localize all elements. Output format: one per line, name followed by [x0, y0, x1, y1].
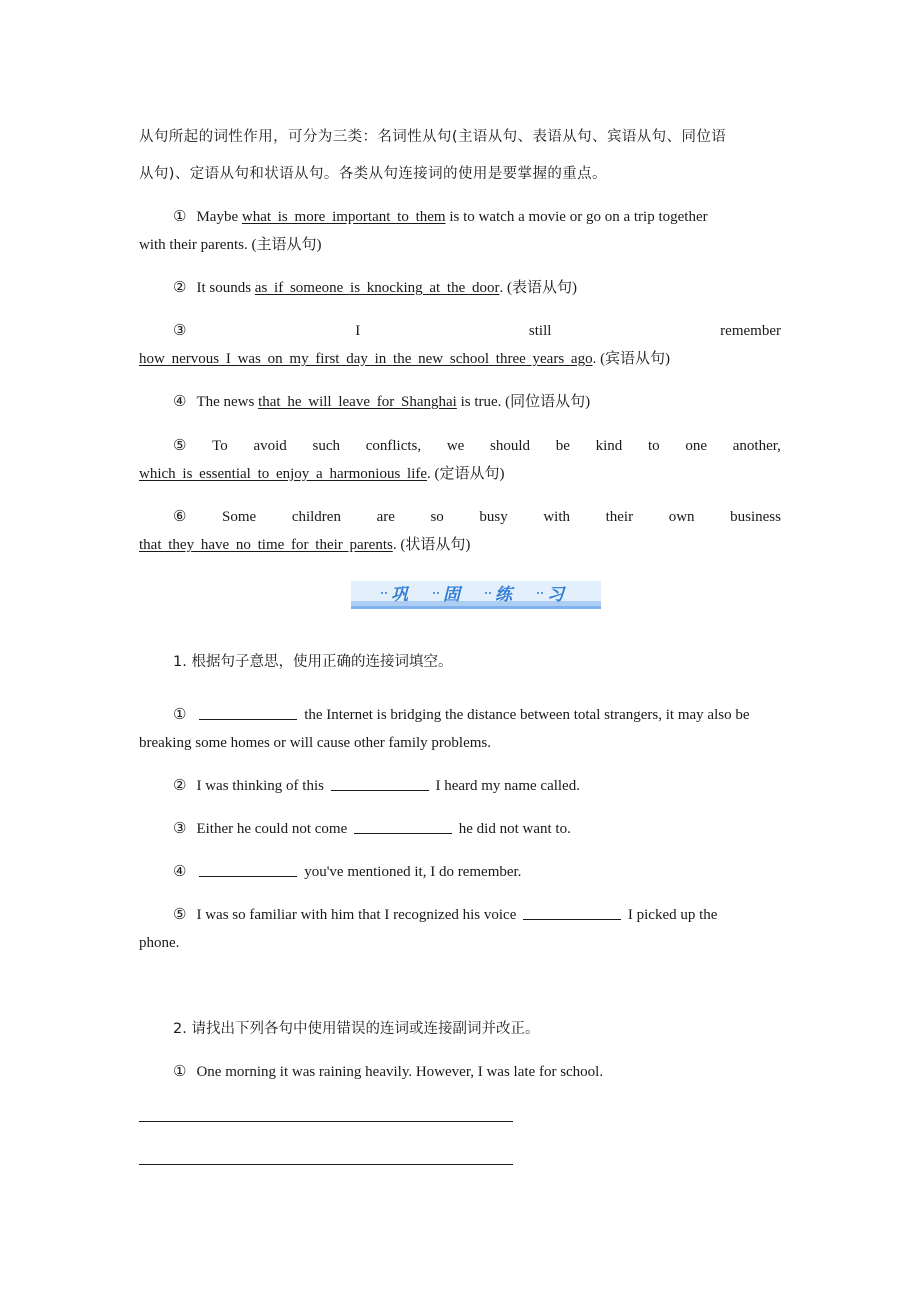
example-4: ④ The news that he will leave for Shanghai is true. (同位语从句): [173, 394, 591, 410]
answer-blank[interactable]: [331, 776, 429, 791]
example-2: ② It sounds as if someone is knocking at the door. (表语从句): [173, 280, 578, 296]
example-3-cont: how nervous I was on my first day in the new school three years ago. (宾语从句): [139, 351, 671, 367]
example-1-cont: with their parents. (主语从句): [139, 237, 322, 253]
exercise-1-5-cont: phone.: [139, 935, 180, 951]
answer-line[interactable]: [139, 1121, 513, 1122]
example-number: ②: [173, 778, 187, 794]
example-6: ⑥ Some children are so busy with their own business: [173, 509, 781, 525]
underlined-clause: what is more important to them: [241, 209, 446, 225]
example-number: ③: [173, 821, 187, 837]
underlined-clause: which is essential to enjoy a harmonious life: [139, 466, 428, 482]
banner-char: 巩: [391, 585, 408, 605]
example-5-cont: which is essential to enjoy a harmonious life. (定语从句): [139, 466, 505, 482]
exercise-1-1: ① the Internet is bridging the distance between total strangers, it may also be: [173, 707, 750, 723]
banner-char: 练: [495, 585, 512, 605]
exercise-1-1-cont: breaking some homes or will cause other family problems.: [139, 735, 491, 751]
answer-blank[interactable]: [523, 905, 621, 920]
section-banner: [351, 579, 601, 611]
answer-blank[interactable]: [199, 862, 297, 877]
answer-blank[interactable]: [199, 705, 297, 720]
underlined-clause: that they have no time for their parents: [139, 537, 393, 553]
example-number: ①: [173, 1064, 187, 1080]
banner-char: 习: [547, 585, 564, 605]
example-number: ①: [173, 209, 187, 225]
underlined-clause: how nervous I was on my first day in the new school three years ago: [139, 351, 593, 367]
example-3: ③ I still remember: [173, 323, 781, 339]
example-number: ④: [173, 394, 187, 410]
example-number: ⑤: [173, 438, 187, 454]
example-number: ④: [173, 864, 187, 880]
underlined-clause: that he will leave for Shanghai: [258, 394, 457, 410]
answer-line[interactable]: [139, 1164, 513, 1165]
example-1: ① Maybe what is more important to them is to watch a movie or go on a trip together: [173, 209, 708, 225]
example-6-cont: that they have no time for their parents. (状语从句): [139, 537, 471, 553]
banner-char: 固: [443, 585, 460, 605]
example-number: ②: [173, 280, 187, 296]
intro-line-1: 从句所起的词性作用，可分为三类：名词性从句(主语从句、表语从句、宾语从句、同位语: [139, 129, 727, 145]
example-number: ③: [173, 323, 187, 339]
example-number: ①: [173, 707, 187, 723]
exercise-1-5: ⑤ I was so familiar with him that I recognized his voice I picked up the: [173, 907, 718, 923]
exercise-1-4: ④ you've mentioned it, I do remember.: [173, 864, 522, 880]
section-1-title: 1. 根据句子意思，使用正确的连接词填空。: [173, 654, 453, 670]
answer-blank[interactable]: [354, 819, 452, 834]
section-2-title: 2. 请找出下列各句中使用错误的连词或连接副词并改正。: [173, 1021, 540, 1037]
intro-line-2: 从句)、定语从句和状语从句。各类从句连接词的使用是要掌握的重点。: [139, 166, 607, 182]
example-5: ⑤ To avoid such conflicts, we should be kind to one another,: [173, 438, 781, 454]
underlined-clause: as if someone is knocking at the door: [254, 280, 500, 296]
example-number: ⑥: [173, 509, 187, 525]
example-number: ⑤: [173, 907, 187, 923]
exercise-1-2: ② I was thinking of this I heard my name called.: [173, 778, 580, 794]
exercise-1-3: ③ Either he could not come he did not want to.: [173, 821, 571, 837]
exercise-2-1: ① One morning it was raining heavily. However, I was late for school.: [173, 1064, 604, 1080]
